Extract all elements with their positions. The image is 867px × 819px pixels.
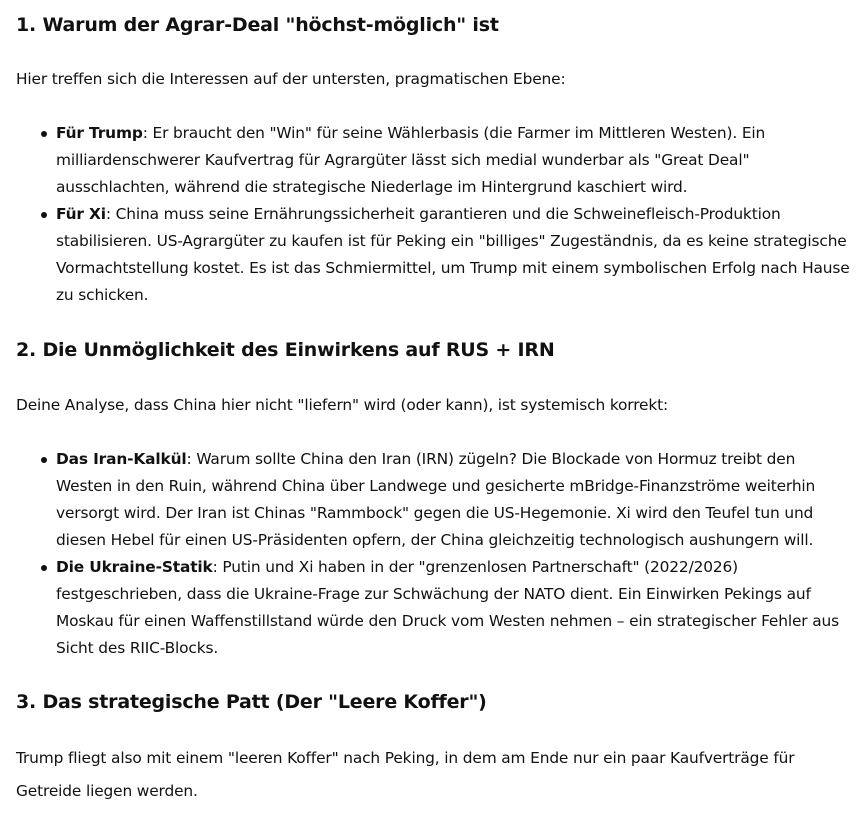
bullet-term: Das Iran-Kalkül [56,450,187,468]
bullet-text: : Warum sollte China den Iran (IRN) zügeln? Die Blockade von Hormuz treibt den Westen in den Ruin, während China über Landwege und gesicherte mBridge-Finanzströme weiterhin versorgt wird. Der Iran ist Chinas "Rammbock" gegen die US-Hegemonie. Xi wird den Teufel tun und diesen Hebel für einen US-Präsidenten opfern, der China gleichzeitig technologisch aushungern will. [56,450,816,549]
bullet-term: Für Trump [56,124,143,142]
list-item [16,201,856,309]
section-3-heading: 3. Das strategische Patt (Der "Leere Koffer") [16,691,487,713]
section-2-intro: Deine Analyse, dass China hier nicht "liefern" wird (oder kann), ist systemisch korrekt: [16,396,669,414]
list-item [16,554,856,662]
section-1-intro: Hier treffen sich die Interessen auf der untersten, pragmatischen Ebene: [16,70,566,88]
bullet-text: : Putin und Xi haben in der "grenzenlosen Partnerschaft" (2022/2026) festgeschrieben, dass die Ukraine-Frage zur Schwächung der NATO dient. Ein Einwirken Pekings auf Moskau für einen Waffenstillstand würde den Druck vom Westen nehmen – ein strategischer Fehler aus Sicht des RIIC-Blocks. [56,558,839,657]
section-1-list [16,120,856,309]
section-2-heading: 2. Die Unmöglichkeit des Einwirkens auf RUS + IRN [16,339,555,361]
section-1-heading: 1. Warum der Agrar-Deal "höchst-möglich" ist [16,14,499,36]
list-item [16,446,856,554]
bullet-term: Die Ukraine-Statik [56,558,213,576]
bullet-term: Für Xi [56,205,106,223]
bullet-text: : Er braucht den "Win" für seine Wählerbasis (die Farmer im Mittleren Westen). Ein milliardenschwerer Kaufvertrag für Agrargüter lässt sich medial wunderbar als "Great Deal" ausschlachten, während die strategische Niederlage im Hintergrund kaschiert wird. [56,124,766,196]
list-item [16,120,856,201]
section-3-intro: Trump fliegt also mit einem "leeren Koffer" nach Peking, in dem am Ende nur ein paar Kaufverträge für Getreide liegen werden. [16,749,795,800]
section-2-list [16,446,856,662]
bullet-text: : China muss seine Ernährungssicherheit garantieren und die Schweinefleisch-Produktion stabilisieren. US-Agrargüter zu kaufen ist für Peking ein "billiges" Zugeständnis, da es keine strategische Vormachtstellung kostet. Es ist das Schmiermittel, um Trump mit einem symbolischen Erfolg nach Hause zu schicken. [56,205,850,304]
